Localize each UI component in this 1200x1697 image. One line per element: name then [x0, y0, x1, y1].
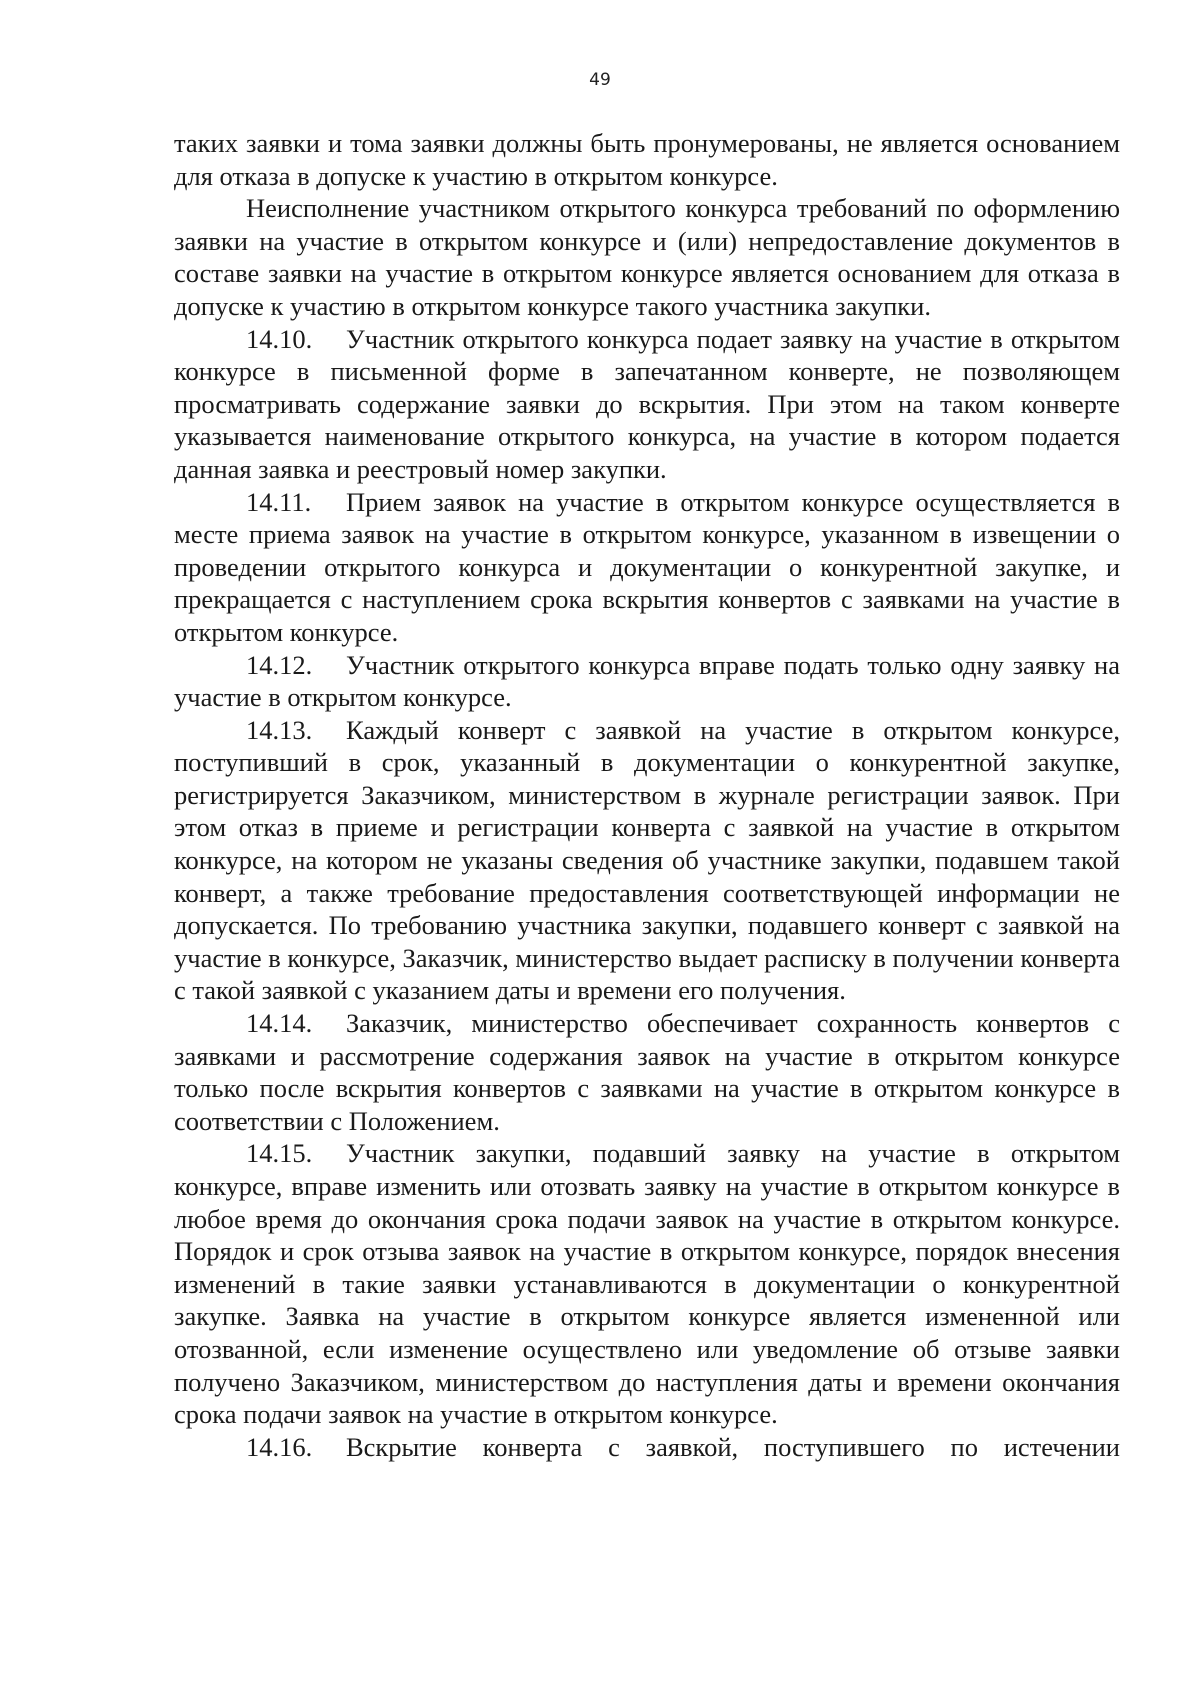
paragraph-14-14: [174, 1007, 1120, 1137]
paragraph-text: Каждый конверт с заявкой на участие в открытом конкурсе, поступивший в срок, указанный в документации о конкурентной закупке, регистрируется Заказчиком, министерством в журнале регистрации заявок. При этом отказ в приеме и регистрации конверта с заявкой на участие в открытом конкурсе, на котором не указаны сведения об участнике закупки, подавшем такой конверт, а также требование предоставления соответствующей информации не допускается. По требованию участника закупки, подавшего конверт с заявкой на участие в конкурсе, Заказчик, министерство выдает расписку в получении конверта с такой заявкой с указанием даты и времени его получения.: [174, 714, 1120, 1006]
paragraph-text: таких заявки и тома заявки должны быть пронумерованы, не является основанием для отказа в допуске к участию в открытом конкурсе.: [174, 128, 1120, 191]
paragraph-text: Участник открытого конкурса подает заявку на участие в открытом конкурсе в письменной форме в запечатанном конверте, не позволяющем просматривать содержание заявки до вскрытия. При этом на таком конверте указывается наименование открытого конкурса, на участие в котором подается данная заявка и реестровый номер закупки.: [174, 323, 1120, 484]
paragraph-14-11: [174, 486, 1120, 649]
paragraph-14-15: [174, 1137, 1120, 1430]
document-body: [174, 127, 1120, 1463]
page-number: 49: [589, 70, 611, 90]
paragraph-number: 14.15.: [246, 1138, 313, 1169]
paragraph-text: Участник закупки, подавший заявку на участие в открытом конкурсе, вправе изменить или отозвать заявку на участие в открытом конкурсе в любое время до окончания срока подачи заявок на участие в открытом конкурсе. Порядок и срок отзыва заявок на участие в открытом конкурсе, порядок внесения изменений в такие заявки устанавливаются в документации о конкурентной закупке. Заявка на участие в открытом конкурсе является измененной или отозванной, если изменение осуществлено или уведомление об отзыве заявки получено Заказчиком, министерством до наступления даты и времени окончания срока подачи заявок на участие в открытом конкурсе.: [174, 1138, 1120, 1430]
paragraph-text: Заказчик, министерство обеспечивает сохранность конвертов с заявками и рассмотрение содержания заявок на участие в открытом конкурсе только после вскрытия конвертов с заявками на участие в открытом конкурсе в соответствии с Положением.: [174, 1008, 1120, 1136]
paragraph-continuation: [174, 127, 1120, 192]
paragraph-14-12: [174, 649, 1120, 714]
paragraph-14-10: [174, 323, 1120, 486]
paragraph-number: 14.16.: [246, 1431, 313, 1462]
paragraph-number: 14.12.: [246, 649, 313, 680]
paragraph-number: 14.11.: [246, 486, 312, 517]
paragraph-text: Участник открытого конкурса вправе подать только одну заявку на участие в открытом конкурсе.: [174, 649, 1120, 713]
paragraph-14-16: [174, 1431, 1120, 1464]
paragraph-number: 14.10.: [246, 323, 313, 354]
paragraph-text: Неисполнение участником открытого конкурса требований по оформлению заявки на участие в открытом конкурсе и (или) непредоставление документов в составе заявки на участие в открытом конкурсе является основанием для отказа в допуске к участию в открытом конкурсе такого участника закупки.: [174, 193, 1120, 321]
paragraph-number: 14.14.: [246, 1008, 313, 1039]
paragraph: [174, 192, 1120, 322]
paragraph-number: 14.13.: [246, 714, 313, 745]
paragraph-14-13: [174, 714, 1120, 1007]
paragraph-text: Вскрытие конверта с заявкой, поступившего по истечении: [346, 1431, 1120, 1462]
paragraph-text: Прием заявок на участие в открытом конкурсе осуществляется в месте приема заявок на участие в открытом конкурсе, указанном в извещении о проведении открытого конкурса и документации о конкурентной закупке, и прекращается с наступлением срока вскрытия конвертов с заявками на участие в открытом конкурсе.: [174, 486, 1120, 647]
